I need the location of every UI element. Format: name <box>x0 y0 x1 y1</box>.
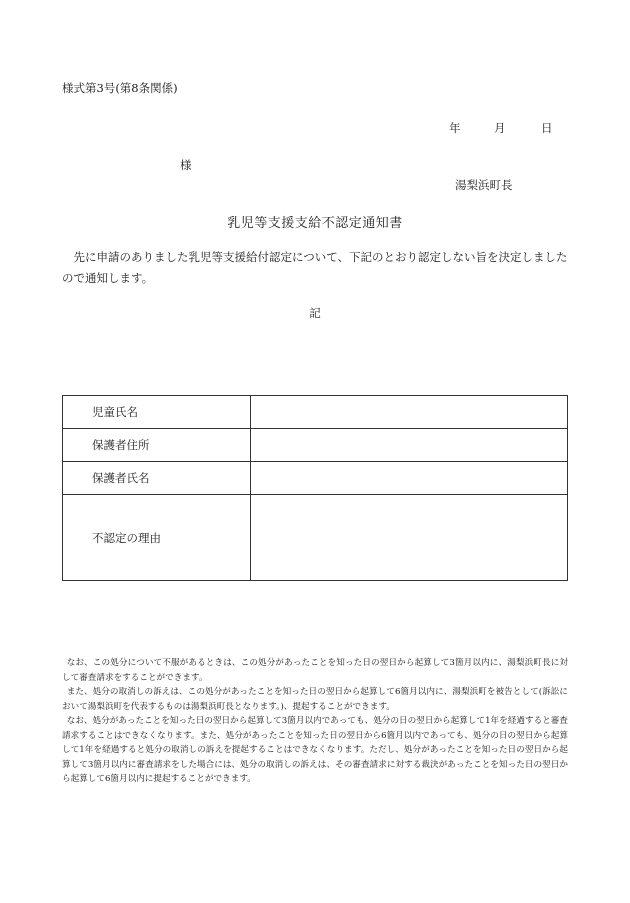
note-paragraph: また、処分の取消しの訴えは、この処分があったことを知った日の翌日から起算して6箇月以内に、湯梨浜町を被告として(訴訟において湯梨浜町を代表するものは湯梨浜町長となります。)、提起することができます。 <box>62 687 568 712</box>
info-table <box>62 395 568 581</box>
body-text: 先に申請のありました乳児等支援給付認定について、下記のとおり認定しない旨を決定しましたので通知します。 <box>62 250 568 285</box>
row-value-guardian-name[interactable] <box>251 462 568 495</box>
table-row <box>63 495 568 581</box>
row-label-guardian-address: 保護者住所 <box>63 429 251 462</box>
row-label-guardian-name: 保護者氏名 <box>63 462 251 495</box>
appeal-notes <box>62 656 568 787</box>
row-value-reason[interactable] <box>251 495 568 581</box>
row-value-child-name[interactable] <box>251 396 568 429</box>
table-row <box>63 429 568 462</box>
table-row <box>63 462 568 495</box>
ki-heading: 記 <box>309 306 321 320</box>
form-number: 様式第3号(第8条関係) <box>62 81 178 95</box>
row-label-reason: 不認定の理由 <box>63 495 251 581</box>
note-paragraph: なお、処分があったことを知った日の翌日から起算して3箇月以内であっても、処分の日の翌日から起算して1年を経過すると審査請求することはできなくなります。また、処分があったことを知った日の翌日から6箇月以内であっても、処分の日の翌日から起算して1年を経過すると処分の取消しの訴えを提起することはできなくなります。ただし、処分があったことを知った日の翌日から起算して3箇月以内に審査請求をした場合には、処分の取消しの訴えは、その審査請求に対する裁決があったことを知った日の翌日から起算して6箇月以内に提起することができます。 <box>62 716 568 784</box>
row-value-guardian-address[interactable] <box>251 429 568 462</box>
date-day-label: 日 <box>541 121 553 135</box>
date-month-label: 月 <box>494 121 506 135</box>
issuer-name: 湯梨浜町長 <box>455 178 513 192</box>
table-row <box>63 396 568 429</box>
date-year-label: 年 <box>449 121 461 135</box>
document-title: 乳児等支援支給不認定通知書 <box>227 216 403 231</box>
addressee-suffix: 様 <box>180 158 192 172</box>
note-paragraph: なお、この処分について不服があるときは、この処分があったことを知った日の翌日から起算して3箇月以内に、湯梨浜町長に対して審査請求をすることができます。 <box>62 658 568 683</box>
row-label-child-name: 児童氏名 <box>63 396 251 429</box>
